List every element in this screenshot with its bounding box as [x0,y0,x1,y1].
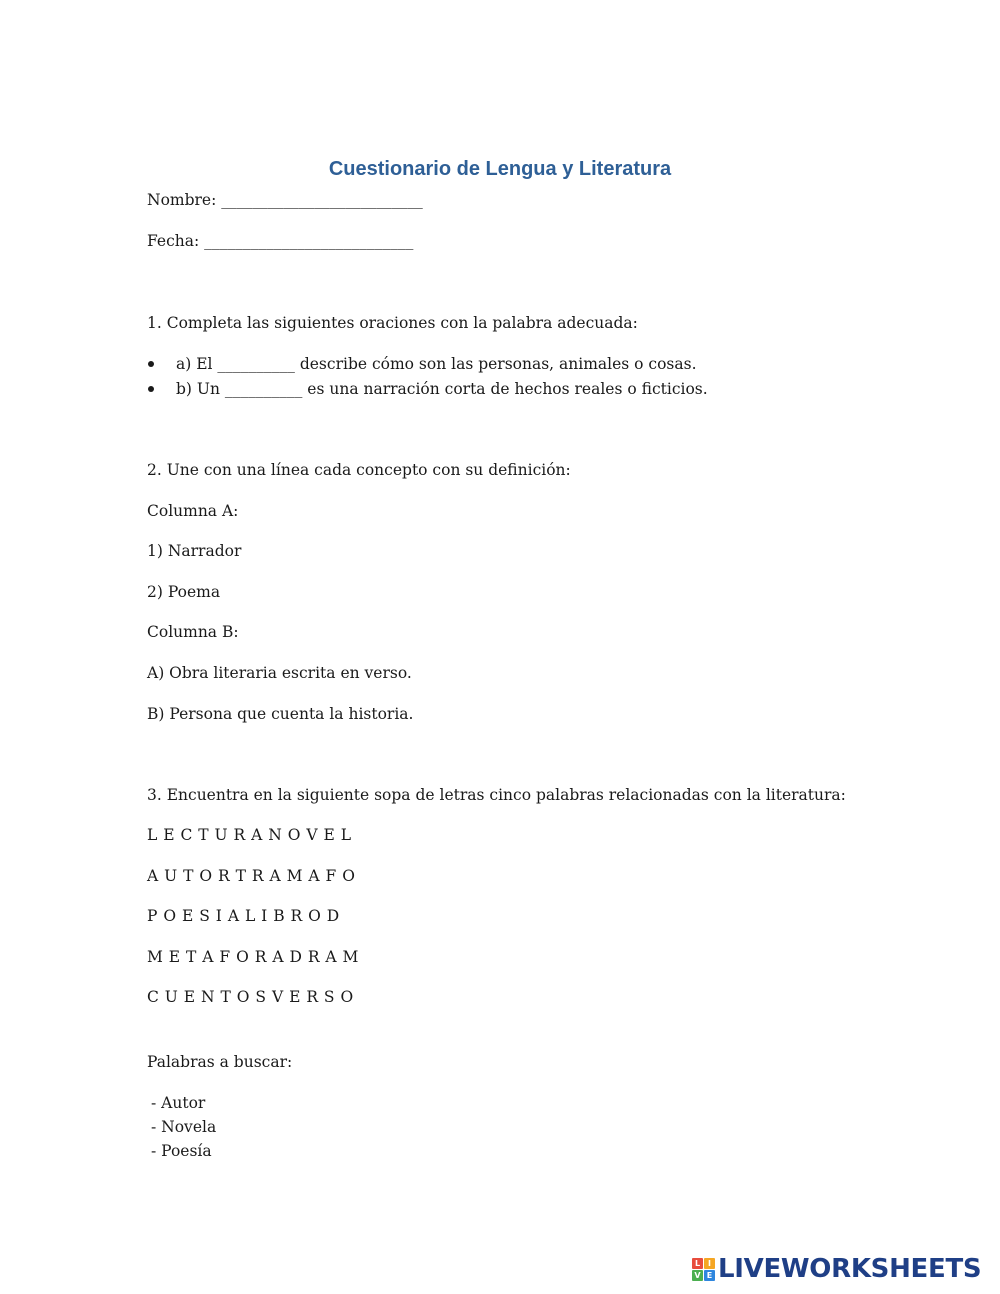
logo-square: V [692,1270,703,1281]
q1-item[interactable]: a) El __________ describe cómo son las personas, animales o cosas. [176,355,697,373]
bullet-icon [148,361,154,367]
logo-squares-icon [692,1258,715,1281]
column-b-item[interactable]: B) Persona que cuenta la historia. [147,705,414,723]
logo-text: LIVEWORKSHEETS [718,1254,982,1284]
fecha-field[interactable]: Fecha: ___________________________ [147,232,414,250]
column-a-label: Columna A: [147,502,239,520]
q3-prompt: 3. Encuentra en la siguiente sopa de letras cinco palabras relacionadas con la literatura: [147,786,846,804]
logo-square: L [692,1258,703,1269]
page-title: Cuestionario de Lengua y Literatura [328,158,672,180]
word-list-item: - Novela [151,1118,217,1136]
word-list-item: - Autor [151,1094,206,1112]
nombre-field[interactable]: Nombre: __________________________ [147,191,423,209]
column-a-item[interactable]: 1) Narrador [147,542,242,560]
column-b-item[interactable]: A) Obra literaria escrita en verso. [147,664,412,682]
column-b-label: Columna B: [147,623,239,641]
logo-square: E [704,1270,715,1281]
q1-item[interactable]: b) Un __________ es una narración corta de hechos reales o ficticios. [176,380,708,398]
words-label: Palabras a buscar: [147,1053,293,1071]
word-search-row: L E C T U R A N O V E L [147,826,352,844]
word-search-row: M E T A F O R A D R A M [147,948,359,966]
word-list-item: - Poesía [151,1142,212,1160]
q2-prompt: 2. Une con una línea cada concepto con su definición: [147,461,571,479]
q1-prompt: 1. Completa las siguientes oraciones con la palabra adecuada: [147,314,638,332]
liveworksheets-logo[interactable] [692,1254,981,1284]
column-a-item[interactable]: 2) Poema [147,583,221,601]
word-search-row: A U T O R T R A M A F O [147,867,356,885]
logo-square: I [704,1258,715,1269]
word-search-row: P O E S I A L I B R O D [147,907,340,925]
word-search-row: C U E N T O S V E R S O [147,988,354,1006]
bullet-icon [148,386,154,392]
